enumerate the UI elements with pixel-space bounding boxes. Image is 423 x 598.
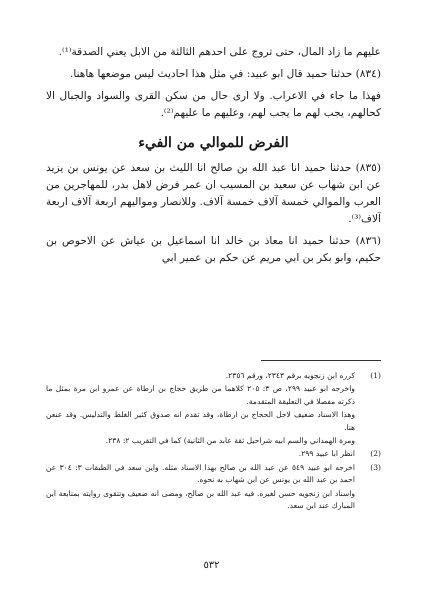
page-number: ٥٣٢ xyxy=(203,560,220,571)
footnote-text: واسناد ابن زنجويه حسن لغيره. فيه عبد الله بن صالح، ومضى انه ضعيف وتتقوى روايته بمتابعة ابن المبارك عند ابن سعد. xyxy=(46,488,355,511)
footnote-text: اخرجه ابو عبيد ٥٤٩ عن عبد الله بن صالح بهذا الاسناد مثله. واين سعد في الطبقات ٣: ٣٠٤ عن احمد بن عبد الله بن يونس عن ابن شهاب به نحوه. xyxy=(46,462,355,485)
footnote-text: وهذا الاسناد ضعيف لاجل الحجاج بن ارطاة، وقد تقدم انه صدوق كثير الغلط والتدليس. وقد عنعن هنا. xyxy=(46,410,355,432)
footnote-number: (2) xyxy=(370,449,381,459)
paragraph-836: (٨٣٦) حدثنا حميد انا معاذ بن خالد انا اسماعيل بن عياش عن الاحوص بن حكيم، وابو بكر بن ابي مريم عن حكم بن عمير ابي xyxy=(46,235,381,264)
footnote-text: واخرجه ابو عبيد ٢٩٩، ص ٣: ٢٠٥ كلاهما من طريق حجاج بن ارطاة عن عمرو ابن مرة بمثل ما ذكرته مفصلا في التعليقة المتقدمة. xyxy=(46,384,355,406)
footnotes xyxy=(46,370,381,513)
footnote xyxy=(46,409,381,434)
footnote xyxy=(46,383,381,408)
footnote xyxy=(46,370,381,382)
main-text xyxy=(46,44,381,267)
footnote-number xyxy=(355,409,381,434)
paragraph-3: فهذا ما جاء في الاعراب. ولا ارى حال من سكن القرى والسواد والجبال الا كحالهم، يجب لهم ما يجب لهم، وعليهم ما عليهم⁽²⁾. xyxy=(46,90,381,119)
footnote xyxy=(46,435,381,447)
paragraph-834: (٨٣٤) حدثنا حميد قال ابو عبيد: في مثل هذا احاديث ليس موضعها هاهنا. xyxy=(69,68,381,80)
footnote-text: كرره ابن زنجويه برقم ٢٣٤٣، ورقم ٢٣٥٦. xyxy=(225,371,355,380)
paragraph-835: (٨٣٥) حدثنا حميد انا عبد الله بن صالح انا الليث بن سعد عن يونس بن يزيد عن ابن شهاب عن سعيد بن المسيب ان عمر فرض لاهل بدر، للمهاجرين من العرب والموالي خمسة آلاف خمسة آلاف. وللانصار ومواليهم اربعة آلاف اربعة آلاف⁽³⁾. xyxy=(46,162,381,225)
section-heading: الفرض للموالي من الفيء xyxy=(138,135,289,151)
paragraph-1: عليهم ما زاد المال، حتى تروج على احدهم الثالثة من الابل يعني الصدقة⁽¹⁾. xyxy=(58,46,381,58)
footnote-number xyxy=(355,435,381,447)
footnote-text: انظر ابا عبيد ٢٩٩. xyxy=(298,449,355,459)
footnote-divider xyxy=(261,360,381,361)
footnote-number xyxy=(355,383,381,408)
footnote xyxy=(46,488,381,513)
footnote xyxy=(46,462,381,487)
footnote-number: (1) xyxy=(370,371,381,380)
footnote-number xyxy=(355,488,381,513)
footnote-text: ومرة الهمداني والسم ابيه شراحيل ثقة عابد من الثانية) كما في التقريب ٢: ٢٣٨. xyxy=(105,436,355,446)
footnote-number: (3) xyxy=(370,462,381,472)
footnote xyxy=(46,448,381,460)
